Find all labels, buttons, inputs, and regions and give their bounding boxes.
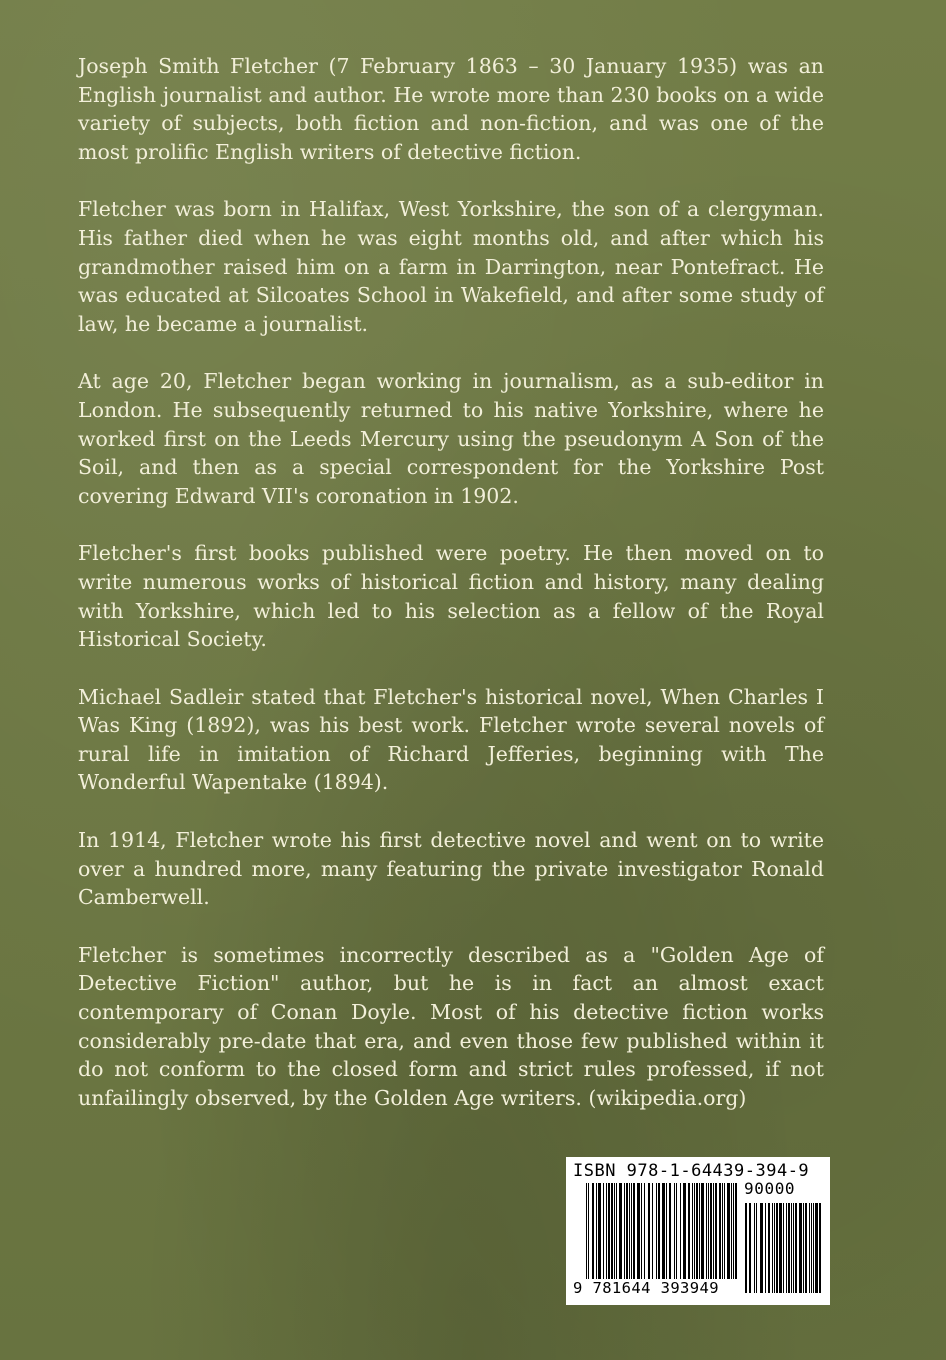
barcode-bar bbox=[614, 1183, 615, 1279]
barcode-bar bbox=[727, 1183, 730, 1279]
barcode-bar bbox=[795, 1203, 797, 1293]
barcode-bar bbox=[606, 1183, 607, 1279]
barcode-bar bbox=[637, 1183, 640, 1279]
barcode-bar bbox=[626, 1183, 628, 1279]
barcode-bar bbox=[701, 1183, 704, 1279]
barcode-bar bbox=[692, 1183, 693, 1279]
barcode-bar bbox=[719, 1183, 721, 1279]
barcode-bar bbox=[611, 1183, 613, 1279]
paragraph-2: Fletcher was born in Halifax, West Yorkshire, the son of a clergyman. His father died when he was eight months old, and after which his grandmother raised him on a farm in Darrington, near Pontefract. He was educated at Silcoates School in Wakefield, and after some study of law, he became a journalist. bbox=[78, 197, 824, 336]
barcode-bar bbox=[799, 1203, 802, 1293]
barcode-bar bbox=[768, 1203, 770, 1293]
barcode-bar bbox=[786, 1203, 787, 1293]
barcode-bar bbox=[666, 1183, 667, 1279]
barcode-bar bbox=[688, 1183, 690, 1279]
barcode-bar bbox=[791, 1203, 792, 1293]
barcode-bar bbox=[749, 1203, 751, 1293]
barcode-bar bbox=[722, 1183, 723, 1279]
barcode-bar bbox=[616, 1183, 617, 1279]
barcode-bar bbox=[776, 1203, 778, 1293]
barcode-bar bbox=[809, 1203, 810, 1293]
barcode-bar bbox=[713, 1183, 714, 1279]
barcode-bar bbox=[694, 1183, 695, 1279]
barcode-bar bbox=[774, 1203, 775, 1293]
addon-barcode-bars bbox=[743, 1203, 823, 1293]
barcode-bar bbox=[811, 1203, 812, 1293]
isbn-label: ISBN 978-1-64439-394-9 bbox=[573, 1161, 810, 1181]
barcode-bar bbox=[708, 1183, 709, 1279]
barcode-bar bbox=[819, 1203, 821, 1293]
barcode-bar bbox=[765, 1203, 766, 1293]
barcode-bar bbox=[772, 1203, 773, 1293]
barcode-bar bbox=[710, 1183, 712, 1279]
barcode-bar bbox=[813, 1203, 814, 1293]
barcode-bar bbox=[803, 1203, 804, 1293]
barcode-bar bbox=[586, 1183, 587, 1279]
barcode-bar bbox=[631, 1183, 632, 1279]
paragraph-1: Joseph Smith Fletcher (7 February 1863 – 30 January 1935) was an English journalist and author. He wrote more than 230 books on a wide variety of subjects, both fiction and non-fiction, and was one of the most prolific English writers of detective fiction. bbox=[78, 54, 824, 164]
barcode-bar bbox=[783, 1203, 784, 1293]
barcode-bar bbox=[596, 1183, 597, 1279]
barcode-bar bbox=[760, 1203, 763, 1293]
barcode-bar bbox=[724, 1183, 725, 1279]
barcode-bar bbox=[676, 1183, 677, 1279]
barcode-bar bbox=[731, 1183, 732, 1279]
barcode-bar bbox=[745, 1203, 747, 1293]
barcode-bar bbox=[641, 1183, 642, 1279]
barcode-bar bbox=[644, 1183, 645, 1279]
barcode-bar bbox=[588, 1183, 589, 1279]
barcode-bar bbox=[793, 1203, 794, 1293]
barcode-bar bbox=[633, 1183, 635, 1279]
barcode-bar bbox=[648, 1183, 650, 1279]
barcode-bar bbox=[674, 1183, 675, 1279]
barcode-bar bbox=[815, 1203, 818, 1293]
barcode-bar bbox=[805, 1203, 807, 1293]
barcode-bar bbox=[603, 1183, 604, 1279]
paragraph-6: In 1914, Fletcher wrote his first detective novel and went on to write over a hundred more, many featuring the private investigator Ronald Camberwell. bbox=[78, 828, 824, 910]
barcode-bar bbox=[788, 1203, 790, 1293]
barcode-bar bbox=[754, 1203, 755, 1293]
barcode-bar bbox=[680, 1183, 681, 1279]
barcode-bar bbox=[706, 1183, 707, 1279]
barcode-bar bbox=[656, 1183, 657, 1279]
ean-barcode-bars bbox=[584, 1183, 740, 1293]
paragraph-7: Fletcher is sometimes incorrectly described as a "Golden Age of Detective Fiction" author, but he is in fact an almost exact contemporary of Conan Doyle. Most of his detective fiction works considerably pre-date that era, and even those few published within it do not conform to the closed form and strict rules professed, if not unfailingly observed, by the Golden Age writers. (wikipedia.org) bbox=[78, 942, 824, 1110]
barcode-bar bbox=[733, 1183, 734, 1279]
barcode-bar bbox=[662, 1183, 665, 1279]
barcode-bar bbox=[608, 1183, 610, 1279]
paragraph-4: Fletcher's first books published were poetry. He then moved on to write numerous works of historical fiction and history, many dealing with Yorkshire, which led to his selection as a fellow of the Royal Historical Society. bbox=[78, 541, 824, 652]
barcode-bar bbox=[735, 1183, 737, 1279]
ean-digits: 9 781644 393949 bbox=[573, 1279, 719, 1297]
barcode-bar bbox=[658, 1183, 660, 1279]
barcode-bar bbox=[756, 1203, 757, 1293]
paragraph-5: Michael Sadleir stated that Fletcher's historical novel, When Charles I Was King (1892), was his best work. Fletcher wrote several novels of rural life in imitation of Richard Jefferies, beginning with The Wonderful Wapentake (1894). bbox=[78, 684, 824, 795]
barcode-bar bbox=[683, 1183, 686, 1279]
isbn-barcode bbox=[566, 1157, 830, 1305]
barcode-bar bbox=[699, 1183, 700, 1279]
barcode-bar bbox=[619, 1183, 622, 1279]
barcode-bar bbox=[592, 1183, 594, 1279]
barcode-bar bbox=[715, 1183, 717, 1279]
barcode-bar bbox=[696, 1183, 698, 1279]
barcode-bar bbox=[598, 1183, 601, 1279]
barcode-bar bbox=[629, 1183, 630, 1279]
barcode-bar bbox=[652, 1183, 653, 1279]
barcode-bar bbox=[669, 1183, 671, 1279]
barcode-bar bbox=[779, 1203, 782, 1293]
blurb-text bbox=[78, 52, 824, 1141]
price-code: 90000 bbox=[744, 1179, 796, 1198]
barcode-bar bbox=[624, 1183, 625, 1279]
paragraph-3: At age 20, Fletcher began working in journalism, as a sub-editor in London. He subsequently returned to his native Yorkshire, where he worked first on the Leeds Mercury using the pseudonym A Son of the Soil, and then as a special correspondent for the Yorkshire Post covering Edward VII's coronation in 1902. bbox=[78, 369, 824, 508]
